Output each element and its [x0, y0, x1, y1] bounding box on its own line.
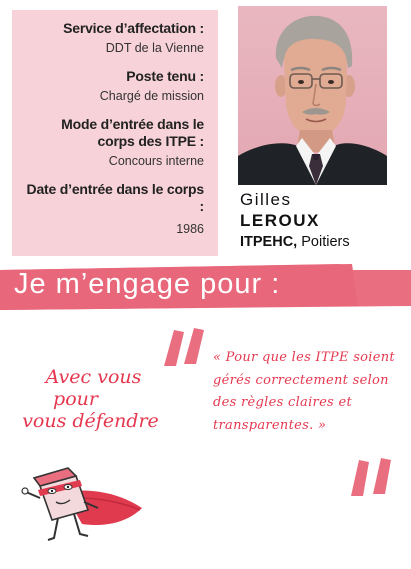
superhero-mascot-icon: [18, 458, 148, 558]
info-value: Concours interne: [108, 154, 204, 168]
profile-info-box: [12, 10, 218, 256]
banner-title: Je m’engage pour :: [14, 268, 281, 300]
info-label: Service d’affectation :: [63, 20, 204, 36]
info-label: Poste tenu :: [126, 68, 204, 84]
first-name: Gilles: [240, 190, 292, 209]
info-value: DDT de la Vienne: [105, 41, 204, 55]
slogan-line-1: Avec vous: [45, 366, 142, 388]
info-row-service: [20, 20, 204, 56]
slogan-line-2: pour: [53, 388, 98, 410]
slogan: [8, 366, 173, 432]
info-row-poste: [20, 68, 204, 104]
open-quote-icon: [158, 324, 208, 368]
info-label: Mode d’entrée dans le corps des ITPE :: [61, 116, 204, 149]
info-row-date: [20, 181, 204, 237]
grade: ITPEHC,: [240, 234, 298, 250]
name-block: [240, 190, 405, 253]
last-name: LEROUX: [240, 211, 320, 230]
grade-line: [240, 231, 405, 253]
portrait-illustration: [238, 6, 387, 185]
city: Poitiers: [301, 234, 350, 250]
slogan-line-3: vous défendre: [22, 410, 159, 432]
quote-text: « Pour que les ITPE soient gérés correctement selon des règles claires et transparentes. »: [213, 350, 395, 433]
info-row-mode: [20, 116, 204, 169]
portrait-photo: [238, 6, 387, 185]
info-value: Chargé de mission: [99, 89, 204, 103]
info-value: 1986: [176, 222, 204, 236]
close-quote-icon: [345, 452, 397, 498]
info-label: Date d’entrée dans le corps :: [26, 181, 204, 214]
